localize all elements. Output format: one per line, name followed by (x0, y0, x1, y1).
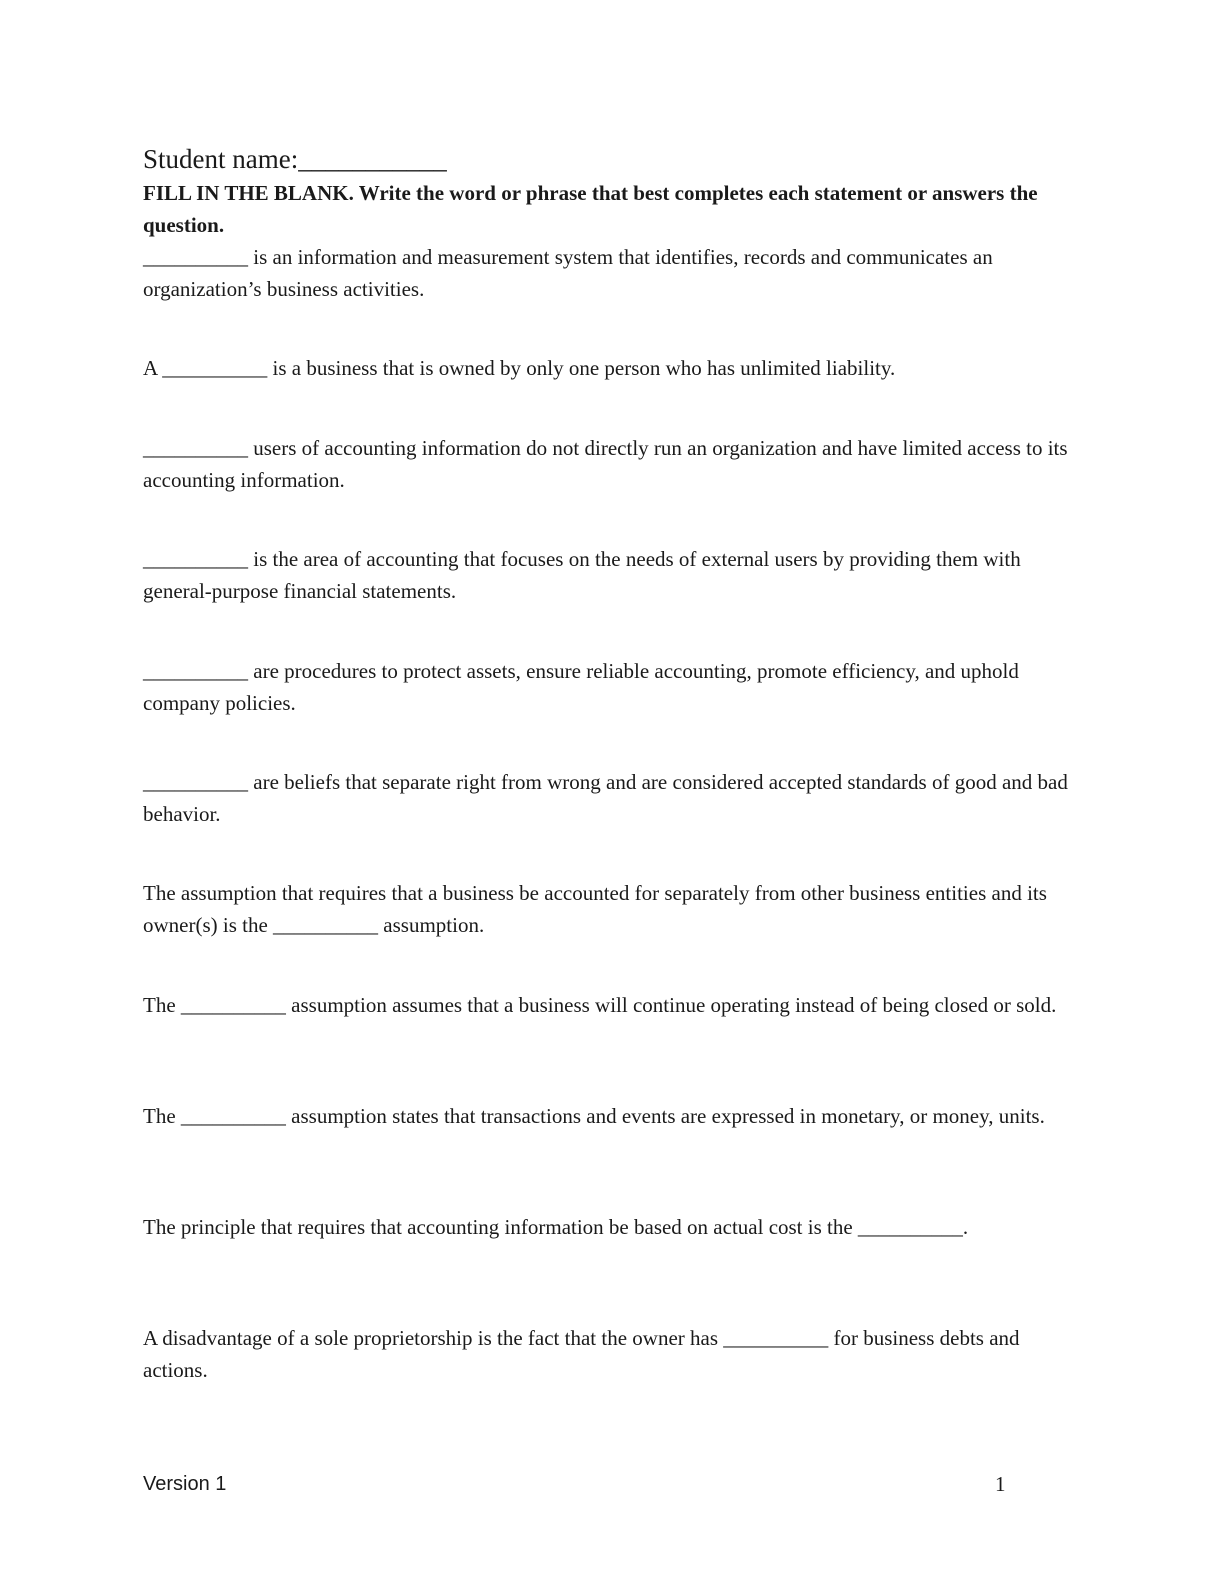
question-7: The assumption that requires that a business be accounted for separately from other business entities and its owner(s) is the __________ assumption. (143, 881, 1047, 937)
question-2: A __________ is a business that is owned by only one person who has unlimited liability. (143, 356, 896, 380)
question-8: The __________ assumption assumes that a business will continue operating instead of being closed or sold. (143, 993, 1057, 1017)
question-4: __________ is the area of accounting that focuses on the needs of external users by providing them with general-purpose financial statements. (143, 547, 1021, 603)
question-5: __________ are procedures to protect assets, ensure reliable accounting, promote efficiency, and uphold company policies. (143, 659, 1019, 715)
question-11: A disadvantage of a sole proprietorship is the fact that the owner has __________ for business debts and actions. (143, 1326, 1020, 1382)
student-name-field: Student name:___________ (143, 144, 447, 174)
question-6: __________ are beliefs that separate right from wrong and are considered accepted standards of good and bad behavior. (143, 770, 1068, 826)
footer-version: Version 1 (143, 1473, 227, 1495)
instructions-heading: FILL IN THE BLANK. Write the word or phrase that best completes each statement or answers the question. (143, 181, 1038, 237)
question-10: The principle that requires that accounting information be based on actual cost is the __________. (143, 1215, 969, 1239)
footer-page-number: 1 (995, 1472, 1006, 1496)
question-1: __________ is an information and measurement system that identifies, records and communicates an organization’s business activities. (143, 245, 993, 301)
question-3: __________ users of accounting information do not directly run an organization and have limited access to its accounting information. (143, 436, 1068, 492)
question-9: The __________ assumption states that transactions and events are expressed in monetary, or money, units. (143, 1104, 1045, 1128)
